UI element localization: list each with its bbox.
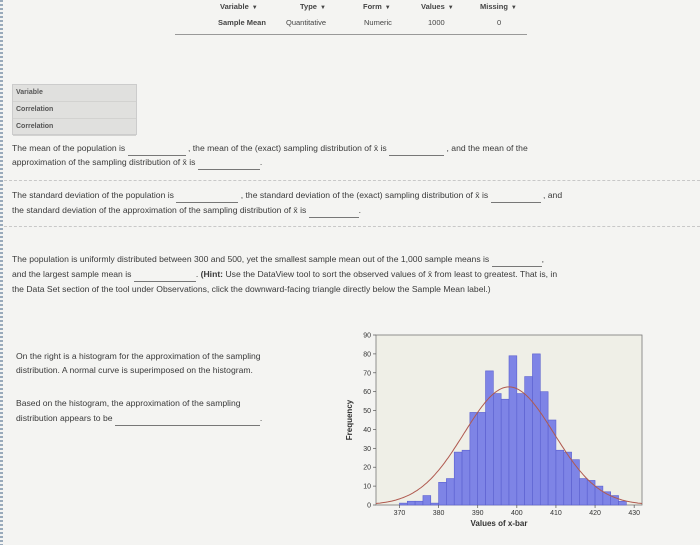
header-variable[interactable]: Variable ▼ — [220, 2, 258, 11]
variable-panel — [12, 84, 137, 135]
histogram-bar — [399, 503, 407, 505]
y-tick-label: 80 — [363, 351, 371, 359]
y-tick-label: 40 — [363, 426, 371, 434]
panel-item-correlation-2[interactable]: Correlation — [13, 119, 136, 136]
histogram-bar — [493, 394, 501, 505]
y-tick-label: 0 — [367, 502, 371, 510]
divider — [4, 180, 700, 181]
x-tick-label: 410 — [550, 510, 562, 517]
q2-blank-approx-sd[interactable] — [309, 207, 359, 218]
q4-blank-shape[interactable] — [115, 415, 260, 426]
q2-blank-exact-sd[interactable] — [491, 192, 541, 203]
q2-blank-pop-sd[interactable] — [176, 192, 238, 203]
histogram-bar — [478, 412, 486, 505]
y-tick-label: 30 — [363, 445, 371, 453]
dataset-table — [175, 0, 527, 35]
y-tick-label: 10 — [363, 483, 371, 491]
y-tick-label: 90 — [363, 332, 371, 340]
row-form: Numeric — [364, 18, 392, 27]
histogram-bar — [525, 377, 533, 505]
histogram-bar — [564, 452, 572, 505]
histogram-bar — [532, 354, 540, 505]
q3-line3: the Data Set section of the tool under Observations, click the downward-facing triangle directly below the Sample Mean label.) — [12, 284, 491, 294]
histogram-bar — [454, 452, 462, 505]
q2-line2: the standard deviation of the approximation of the sampling distribution of x̄ is . — [12, 203, 361, 218]
histogram-chart — [340, 327, 660, 532]
histogram-bar — [540, 392, 548, 505]
histogram-bar — [517, 394, 525, 505]
q2-line1: The standard deviation of the population is , the standard deviation of the (exact) sampling distribution of x̄ is , and — [12, 188, 562, 203]
y-tick-label: 60 — [363, 389, 371, 397]
histogram-bar — [548, 420, 556, 505]
histogram-bar — [579, 479, 587, 505]
x-tick-label: 430 — [628, 510, 641, 517]
panel-item-correlation[interactable]: Correlation — [13, 102, 136, 119]
x-axis-label: Values of x-bar — [470, 519, 528, 528]
y-tick-label: 20 — [363, 464, 371, 472]
q3-line2: and the largest sample mean is . (Hint: Use the DataView tool to sort the observed values of x̄ from least to greatest. That is, in — [12, 267, 557, 282]
q1-line2: approximation of the sampling distribution of x̄ is . — [12, 155, 262, 170]
histogram-bar — [509, 356, 517, 505]
header-values[interactable]: Values ▼ — [421, 2, 454, 11]
histogram-bar — [439, 482, 447, 505]
histogram-bar — [431, 503, 439, 505]
q4-line1: On the right is a histogram for the approximation of the sampling — [16, 351, 261, 361]
row-values: 1000 — [428, 18, 445, 27]
histogram-bar — [462, 450, 470, 505]
page-margin-rule — [0, 0, 3, 545]
x-tick-label: 400 — [510, 510, 523, 517]
y-tick-label: 50 — [363, 408, 371, 416]
x-tick-label: 390 — [471, 510, 484, 517]
y-axis-label: Frequency — [345, 399, 354, 441]
q3-blank-max[interactable] — [134, 271, 196, 282]
header-missing[interactable]: Missing ▼ — [480, 2, 517, 11]
q3-blank-min[interactable] — [492, 256, 542, 267]
header-type[interactable]: Type ▼ — [300, 2, 326, 11]
q4-line3: Based on the histogram, the approximation of the sampling — [16, 398, 241, 408]
q4-line2: distribution. A normal curve is superimposed on the histogram. — [16, 365, 253, 375]
x-tick-label: 380 — [432, 510, 445, 517]
header-form[interactable]: Form ▼ — [363, 2, 391, 11]
row-missing: 0 — [497, 18, 502, 27]
q3-line1: The population is uniformly distributed between 300 and 500, yet the smallest sample mean out of the 1,000 sample means is , — [12, 252, 544, 267]
x-tick-label: 420 — [589, 510, 601, 517]
panel-item-variable[interactable]: Variable — [13, 85, 136, 102]
row-type: Quantitative — [286, 18, 327, 27]
histogram-bar — [470, 412, 478, 505]
histogram-bar — [486, 371, 494, 505]
q1-blank-exact-mean[interactable] — [389, 145, 444, 156]
histogram-bar — [587, 480, 595, 505]
histogram-bar — [415, 501, 423, 505]
histogram-bar — [556, 450, 564, 505]
x-tick-label: 370 — [393, 510, 406, 517]
q1-line1: The mean of the population is , the mean of the (exact) sampling distribution of x̄ is , and the mean of the — [12, 141, 528, 156]
histogram-bar — [423, 496, 431, 505]
y-tick-label: 70 — [363, 370, 371, 378]
histogram-bar — [501, 399, 509, 505]
row-variable: Sample Mean — [218, 18, 266, 27]
q1-blank-approx-mean[interactable] — [198, 159, 260, 170]
histogram-bar — [407, 501, 415, 505]
histogram-bar — [619, 501, 627, 505]
q4-line4: distribution appears to be . — [16, 411, 262, 426]
histogram-bar — [572, 460, 580, 505]
divider-2 — [4, 226, 700, 227]
histogram-bar — [446, 479, 454, 505]
